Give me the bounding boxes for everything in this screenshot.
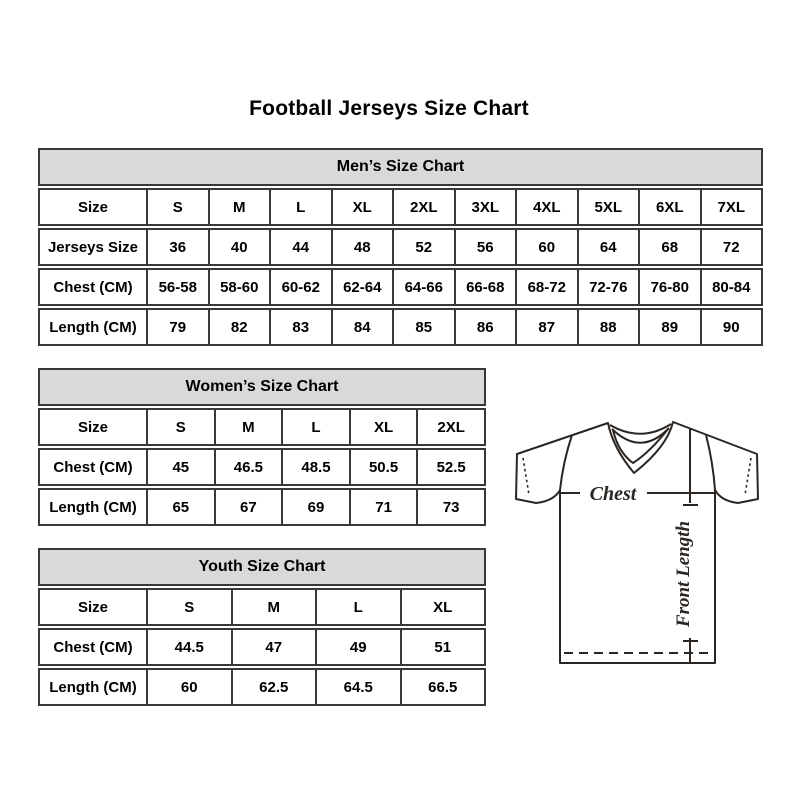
data-cell: 52.5 [418,448,486,486]
size-header-cell: S [148,188,210,226]
data-cell: 65 [148,488,216,526]
data-cell: 44 [271,228,333,266]
data-cell: 51 [402,628,487,666]
data-cell: 85 [394,308,456,346]
row-label-cell: Length (CM) [38,488,148,526]
data-cell: 89 [640,308,702,346]
table-row [38,268,763,306]
data-cell: 52 [394,228,456,266]
size-header-cell: 2XL [394,188,456,226]
mens-size-table [38,146,763,348]
row-label-cell: Chest (CM) [38,628,148,666]
table-row [38,488,486,526]
data-cell: 58-60 [210,268,272,306]
size-header-cell: M [216,408,284,446]
size-header-cell: S [148,588,233,626]
size-header-cell: 6XL [640,188,702,226]
data-cell: 67 [216,488,284,526]
data-cell: 80-84 [702,268,764,306]
data-cell: 72-76 [579,268,641,306]
table-title-cell: Youth Size Chart [38,548,486,586]
data-cell: 62-64 [333,268,395,306]
size-header-cell: M [233,588,318,626]
table-title-cell: Men’s Size Chart [38,148,763,186]
data-cell: 82 [210,308,272,346]
size-header-cell: 7XL [702,188,764,226]
chest-measure-label: Chest [589,483,637,505]
data-cell: 49 [317,628,402,666]
size-header-cell: 5XL [579,188,641,226]
size-header-cell: L [283,408,351,446]
row-label-cell: Size [38,188,148,226]
data-cell: 50.5 [351,448,419,486]
size-header-cell: L [317,588,402,626]
data-cell: 71 [351,488,419,526]
data-cell: 44.5 [148,628,233,666]
row-label-cell: Size [38,408,148,446]
data-cell: 56-58 [148,268,210,306]
table-row [38,668,486,706]
table-row [38,628,486,666]
data-cell: 66-68 [456,268,518,306]
jersey-outline-shape [516,422,758,663]
data-cell: 90 [702,308,764,346]
data-cell: 79 [148,308,210,346]
data-cell: 48 [333,228,395,266]
data-cell: 64-66 [394,268,456,306]
womens-size-table [38,366,486,528]
data-cell: 66.5 [402,668,487,706]
data-cell: 68-72 [517,268,579,306]
row-label-cell: Jerseys Size [38,228,148,266]
data-cell: 88 [579,308,641,346]
data-cell: 64 [579,228,641,266]
data-cell: 46.5 [216,448,284,486]
row-label-cell: Length (CM) [38,668,148,706]
size-header-cell: XL [333,188,395,226]
data-cell: 56 [456,228,518,266]
row-label-cell: Size [38,588,148,626]
size-header-cell: XL [402,588,487,626]
row-label-cell: Length (CM) [38,308,148,346]
table-row [38,228,763,266]
data-cell: 48.5 [283,448,351,486]
data-cell: 47 [233,628,318,666]
table-row [38,308,763,346]
data-cell: 60 [517,228,579,266]
data-cell: 64.5 [317,668,402,706]
data-cell: 86 [456,308,518,346]
data-cell: 68 [640,228,702,266]
data-cell: 76-80 [640,268,702,306]
data-cell: 36 [148,228,210,266]
row-label-cell: Chest (CM) [38,448,148,486]
row-label-cell: Chest (CM) [38,268,148,306]
size-header-cell: XL [351,408,419,446]
data-cell: 45 [148,448,216,486]
youth-size-table [38,546,486,708]
data-cell: 72 [702,228,764,266]
data-cell: 60 [148,668,233,706]
size-header-cell: S [148,408,216,446]
collar-arc-outer [610,424,671,434]
data-cell: 60-62 [271,268,333,306]
data-cell: 84 [333,308,395,346]
table-title-cell: Women’s Size Chart [38,368,486,406]
data-cell: 87 [517,308,579,346]
data-cell: 40 [210,228,272,266]
size-header-cell: 3XL [456,188,518,226]
size-header-cell: M [210,188,272,226]
data-cell: 73 [418,488,486,526]
data-cell: 62.5 [233,668,318,706]
size-header-cell: 2XL [418,408,486,446]
table-row [38,448,486,486]
data-cell: 69 [283,488,351,526]
size-header-cell: 4XL [517,188,579,226]
front-length-measure-label: Front Length [673,520,694,628]
size-header-cell: L [271,188,333,226]
data-cell: 83 [271,308,333,346]
page-title: Football Jerseys Size Chart [249,97,529,120]
jersey-measurement-diagram [502,402,772,682]
